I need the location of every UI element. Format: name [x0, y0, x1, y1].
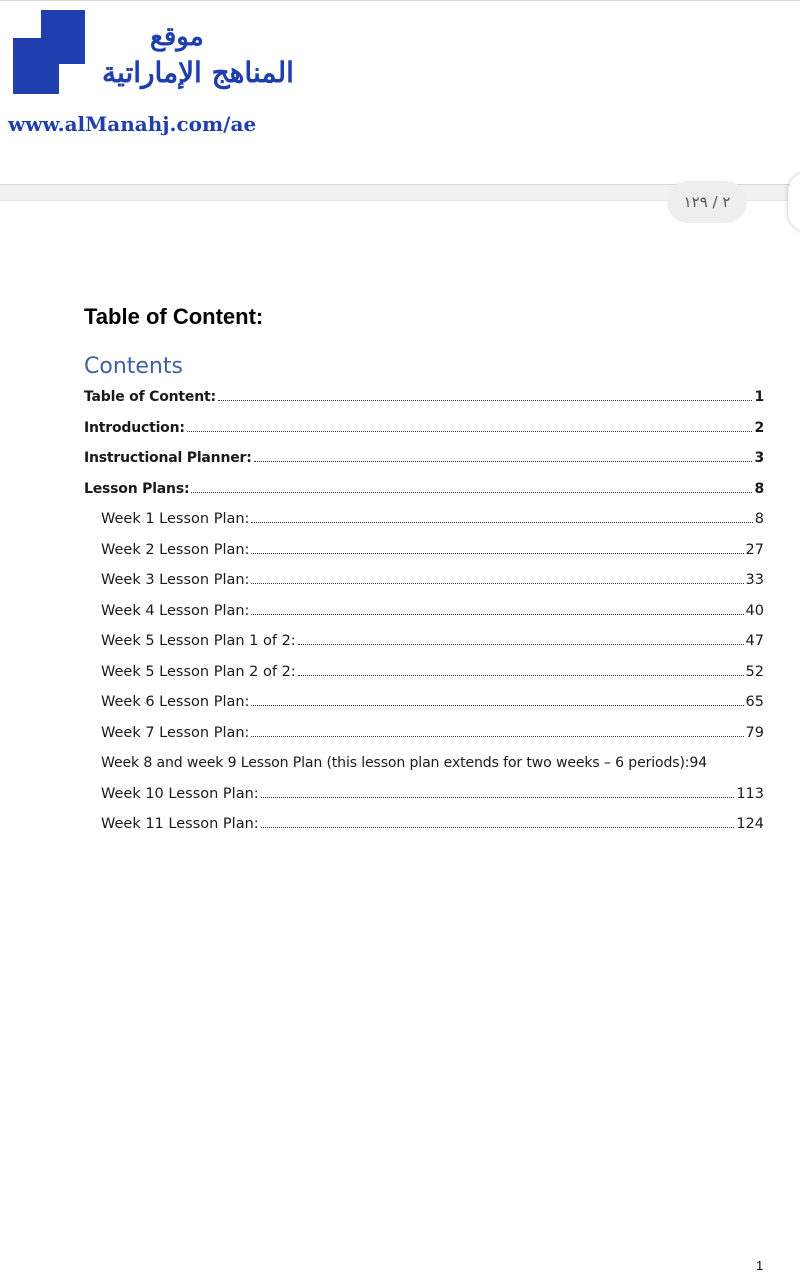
toc-entry-label: Week 10 Lesson Plan:	[101, 785, 259, 802]
toc-title: Contents	[84, 354, 183, 379]
logo-title-line1: موقع	[150, 22, 204, 52]
toc-entry-page: 113	[736, 785, 764, 802]
toc-entry-week-4[interactable]	[84, 599, 764, 630]
toc-entry-instructional-planner[interactable]	[84, 446, 764, 477]
toc-entry-page: 94	[689, 755, 708, 771]
toc-entry-label: Week 3 Lesson Plan:	[101, 572, 250, 588]
toc-entry-page: 1	[754, 389, 764, 405]
toc-entry-table-of-content[interactable]	[84, 385, 764, 416]
toc-entry-label: Week 7 Lesson Plan:	[101, 724, 250, 741]
dot-leader	[251, 736, 743, 737]
dot-leader	[261, 797, 735, 798]
toc-entry-week-11[interactable]	[84, 812, 764, 843]
toc-entry-introduction[interactable]	[84, 416, 764, 447]
logo-title-line2: المناهج الإماراتية	[102, 56, 294, 89]
toc-entry-week-6[interactable]	[84, 690, 764, 721]
toc-entry-page: 47	[745, 633, 764, 649]
logo-url-link[interactable]: www.alManahj.com/ae	[8, 112, 257, 136]
toc-entry-label: Introduction:	[84, 419, 185, 436]
toc-entry-page: 8	[754, 480, 764, 497]
dot-leader	[191, 492, 752, 493]
toc-entry-page: 27	[745, 541, 764, 558]
toc-entry-label: Table of Content:	[84, 389, 216, 405]
toc-entry-label: Week 8 and week 9 Lesson Plan (this lesson plan extends for two weeks – 6 periods):	[101, 755, 690, 771]
toc-entry-week-3[interactable]	[84, 568, 764, 599]
table-of-contents	[84, 385, 764, 843]
toc-entry-week-10[interactable]	[84, 782, 764, 813]
dot-leader	[251, 522, 752, 523]
site-header	[0, 0, 800, 186]
toc-entry-week-8-9[interactable]	[84, 751, 764, 782]
dot-leader	[254, 461, 753, 462]
toc-entry-page: 33	[745, 572, 764, 588]
toc-entry-label: Week 6 Lesson Plan:	[101, 694, 250, 710]
toc-entry-label: Week 5 Lesson Plan 2 of 2:	[101, 663, 296, 680]
toc-entry-page: 124	[736, 816, 764, 832]
toc-entry-label: Week 1 Lesson Plan:	[101, 511, 250, 527]
toc-entry-label: Week 2 Lesson Plan:	[101, 541, 250, 558]
toc-entry-lesson-plans[interactable]	[84, 477, 764, 508]
document-heading: Table of Content:	[84, 304, 264, 329]
dot-leader	[251, 583, 743, 584]
toc-entry-label: Instructional Planner:	[84, 450, 252, 466]
toc-entry-week-5-part-2[interactable]	[84, 660, 764, 691]
top-divider	[0, 0, 800, 1]
page-number: 1	[756, 1258, 764, 1273]
page-counter-badge: ٢ / ١٢٩	[667, 181, 747, 223]
dot-leader	[251, 553, 743, 554]
dot-leader	[298, 675, 744, 676]
toc-entry-label: Lesson Plans:	[84, 480, 190, 497]
dot-leader	[218, 400, 753, 401]
dot-leader	[261, 827, 735, 828]
toc-entry-week-5-part-1[interactable]	[84, 629, 764, 660]
toc-entry-label: Week 11 Lesson Plan:	[101, 816, 259, 832]
toc-entry-page: 40	[745, 602, 764, 619]
toc-entry-week-7[interactable]	[84, 721, 764, 752]
dot-leader	[187, 431, 753, 432]
toc-entry-page: 79	[745, 724, 764, 741]
toc-entry-page: 65	[745, 694, 764, 710]
toc-entry-page: 2	[754, 419, 764, 436]
dot-leader	[251, 705, 743, 706]
scroll-handle[interactable]	[788, 172, 800, 232]
dot-leader	[251, 614, 743, 615]
toc-entry-label: Week 5 Lesson Plan 1 of 2:	[101, 633, 296, 649]
toc-entry-label: Week 4 Lesson Plan:	[101, 602, 250, 619]
toc-entry-page: 3	[754, 450, 764, 466]
dot-leader	[298, 644, 744, 645]
toc-entry-page: 8	[754, 511, 764, 527]
toc-entry-week-2[interactable]	[84, 538, 764, 569]
toc-entry-page: 52	[745, 663, 764, 680]
toc-entry-week-1[interactable]	[84, 507, 764, 538]
logo-icon	[13, 10, 85, 94]
